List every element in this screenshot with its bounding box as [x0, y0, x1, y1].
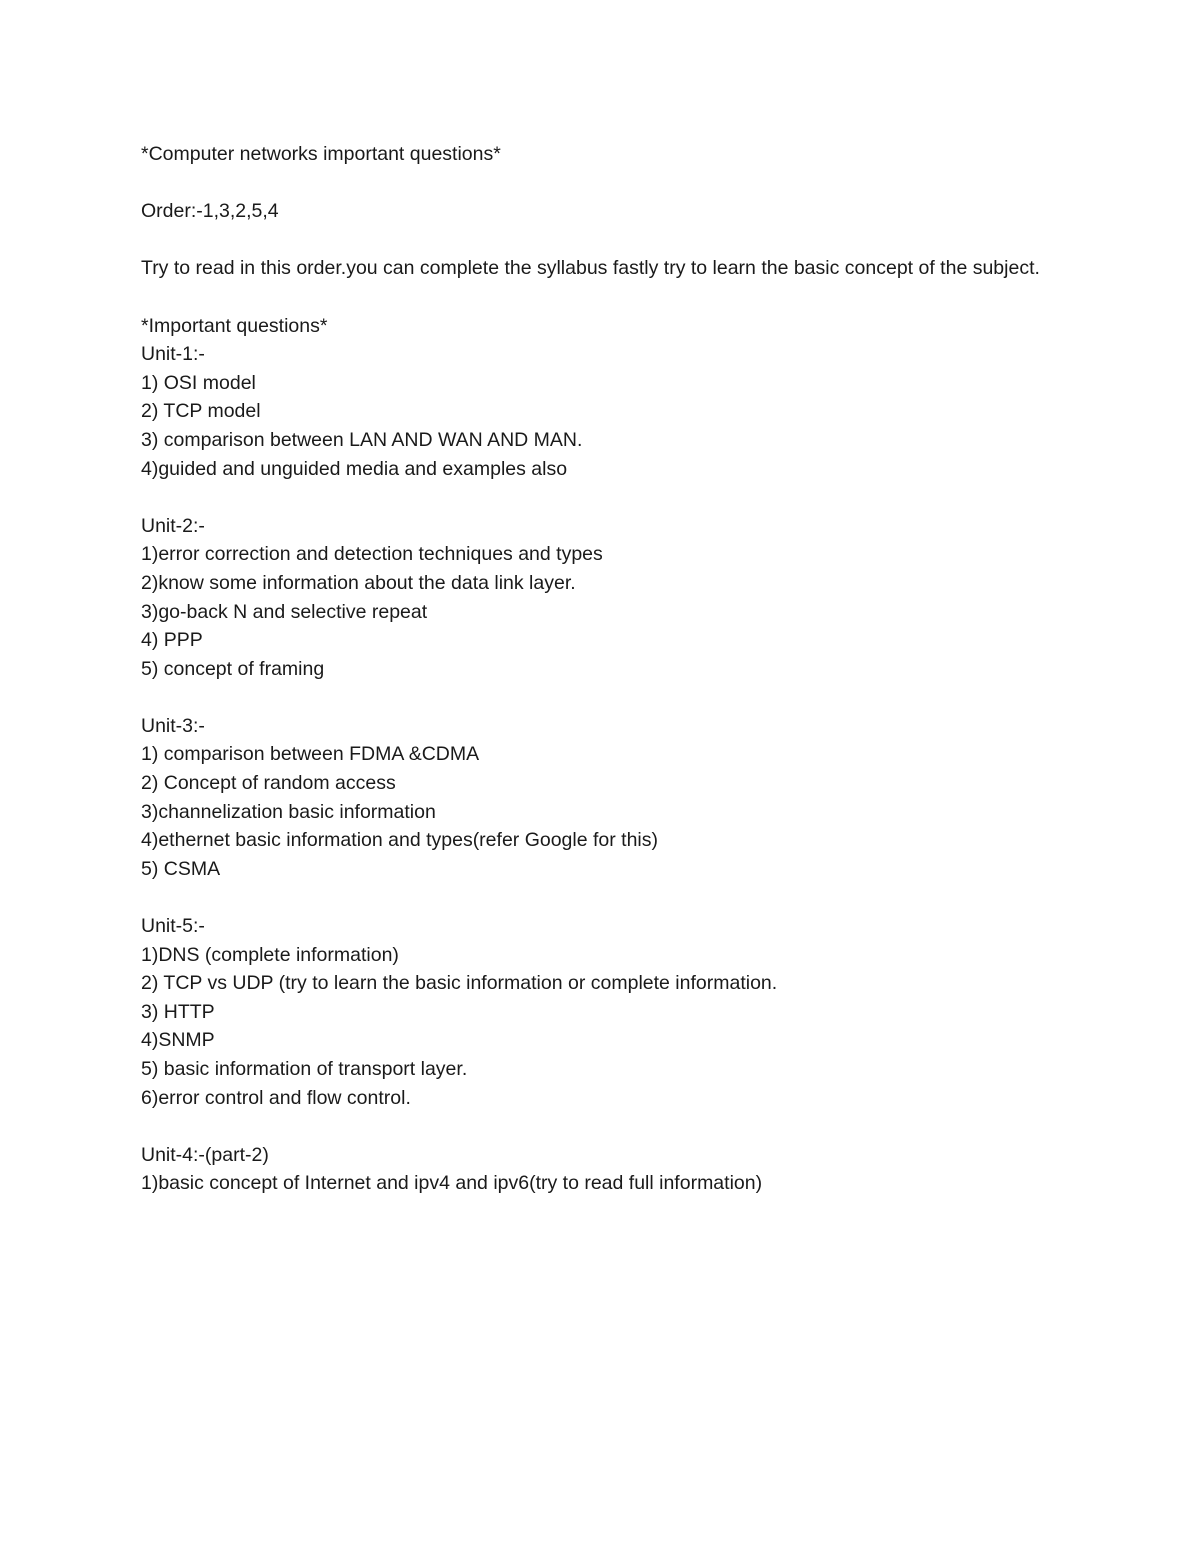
unit-section-1	[141, 340, 1071, 483]
unit-heading: Unit-5:-	[141, 915, 205, 938]
document-title: *Computer networks important questions*	[141, 143, 501, 165]
question-item: 4) PPP	[141, 629, 203, 652]
question-item: 1) OSI model	[141, 371, 256, 394]
unit-section-5	[141, 912, 1071, 1112]
unit-section-2	[141, 512, 1071, 684]
question-item: 2) TCP model	[141, 400, 261, 423]
question-item: 4)SNMP	[141, 1029, 215, 1052]
question-item: 5) basic information of transport layer.	[141, 1058, 468, 1080]
unit-heading: Unit-1:-	[141, 343, 205, 366]
document-body	[141, 140, 1071, 1198]
question-item: 1)basic concept of Internet and ipv4 and ipv6(try to read full information)	[141, 1172, 763, 1195]
question-item: 1) comparison between FDMA &CDMA	[141, 743, 480, 766]
intro-paragraph: Try to read in this order.you can complete the syllabus fastly try to learn the basic concept of the subject.	[141, 257, 1040, 280]
question-item: 2) Concept of random access	[141, 772, 396, 795]
spacer	[141, 883, 1071, 912]
spacer	[141, 1112, 1071, 1141]
spacer	[141, 226, 1071, 255]
question-item: 1)DNS (complete information)	[141, 943, 399, 966]
reading-order: Order:-1,3,2,5,4	[141, 200, 279, 223]
question-item: 3)go-back N and selective repeat	[141, 600, 428, 623]
question-item: 3) HTTP	[141, 1000, 215, 1023]
question-item: 2)know some information about the data link layer.	[141, 571, 576, 594]
question-item: 1)error correction and detection techniques and types	[141, 543, 603, 566]
question-item: 3) comparison between LAN AND WAN AND MAN.	[141, 428, 583, 451]
unit-section-4	[141, 1141, 1071, 1198]
question-item: 5) CSMA	[141, 857, 221, 880]
spacer	[141, 683, 1071, 712]
question-item: 4)guided and unguided media and examples also	[141, 457, 568, 480]
question-item: 2) TCP vs UDP (try to learn the basic information or complete information.	[141, 972, 778, 995]
spacer	[141, 483, 1071, 512]
question-item: 6)error control and flow control.	[141, 1086, 411, 1109]
spacer	[141, 283, 1071, 312]
unit-heading: Unit-3:-	[141, 714, 205, 737]
important-questions-heading: *Important questions*	[141, 314, 328, 337]
question-item: 3)channelization basic information	[141, 800, 436, 823]
unit-heading: Unit-2:-	[141, 514, 205, 537]
unit-heading: Unit-4:-(part-2)	[141, 1143, 269, 1166]
question-item: 5) concept of framing	[141, 657, 325, 680]
question-item: 4)ethernet basic information and types(refer Google for this)	[141, 829, 659, 852]
unit-section-3	[141, 712, 1071, 884]
spacer	[141, 169, 1071, 198]
